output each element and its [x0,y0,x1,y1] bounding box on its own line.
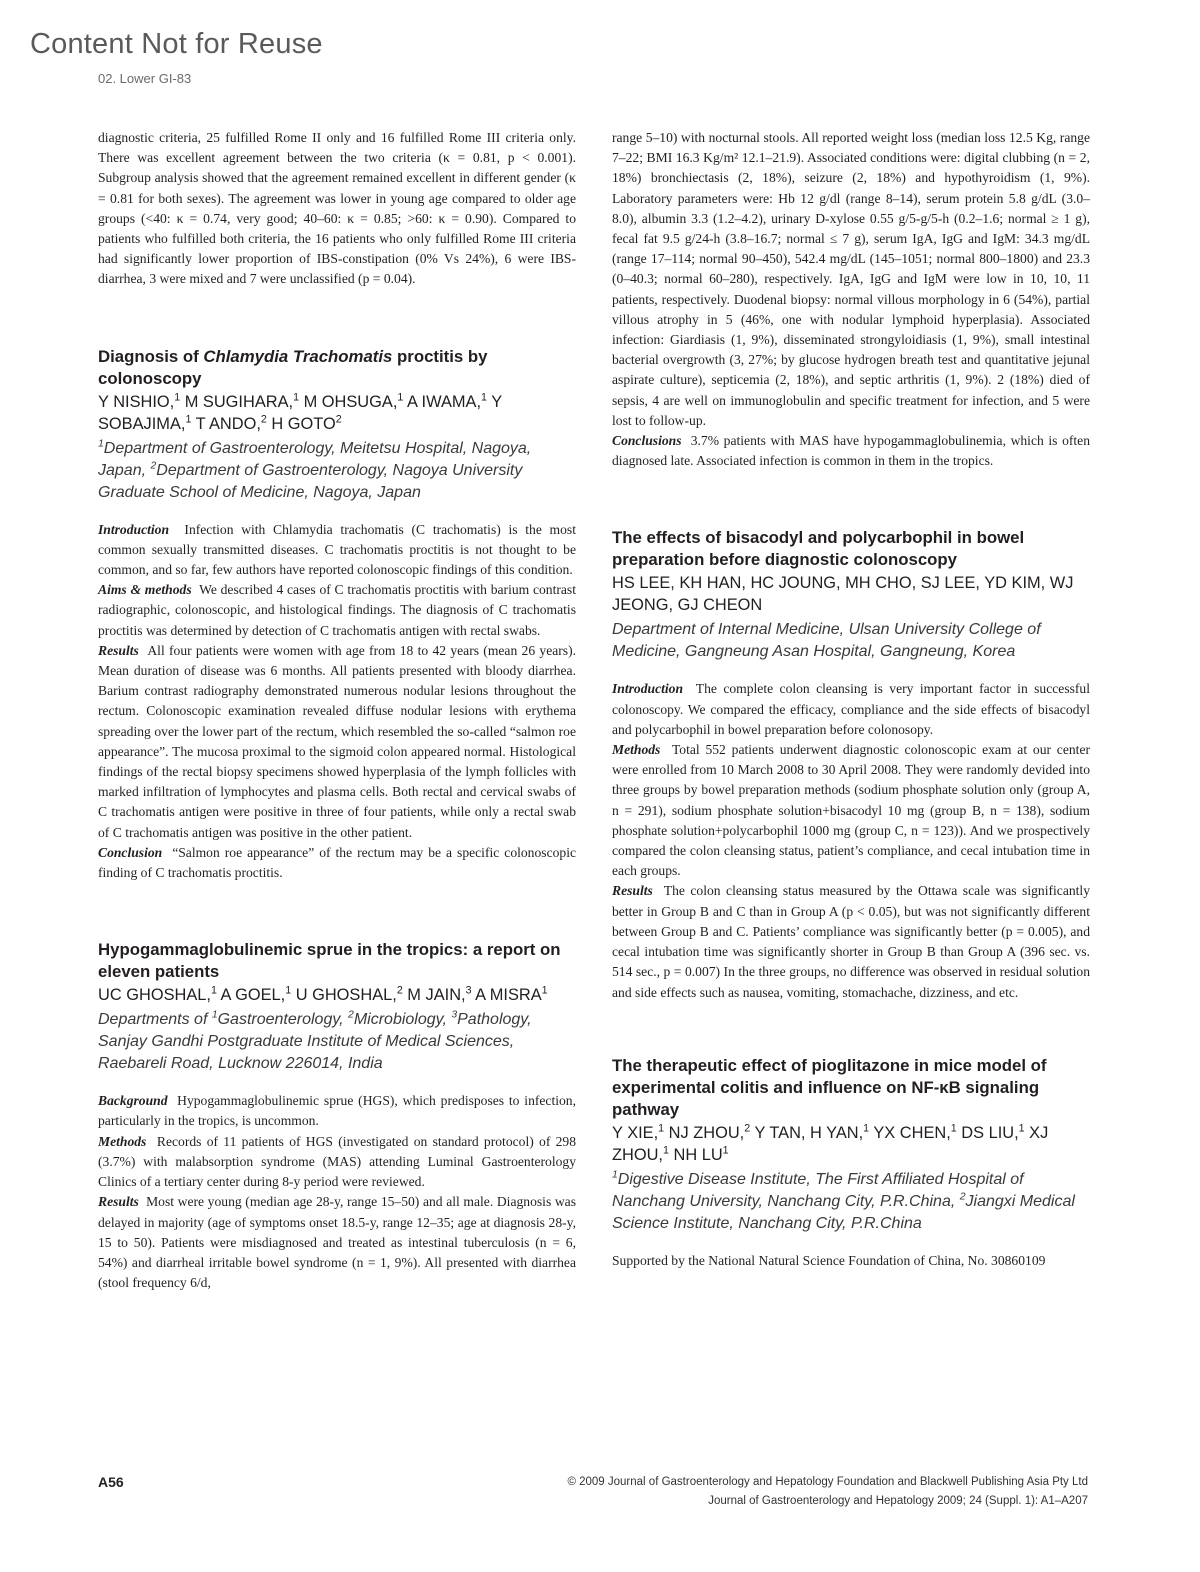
section-label: 02. Lower GI-83 [98,71,192,86]
author-name: A MISRA [471,986,542,1005]
affiliation-marker: 1 [722,1144,729,1157]
affiliation-list [98,1009,576,1075]
abstract-paragraph [98,520,576,581]
abstract-paragraph [98,580,576,641]
author-list [612,1122,1090,1166]
abstract-paragraph: Conclusions 3.7% patients with MAS have hypogammaglobulinemia, which is often diagnosed late. Associated infection is common in them in the tropics. [612,433,1090,469]
affiliation-marker: 2 [348,1009,354,1021]
paragraph-lead: Results [98,1194,139,1210]
page-number: A56 [98,1474,124,1490]
copyright-line: © 2009 Journal of Gastroenterology and Hepatology Foundation and Blackwell Publishing Asia Pty Ltd [567,1476,1088,1488]
journal-citation: Journal of Gastroenterology and Hepatology 2009; 24 (Suppl. 1): A1–A207 [708,1495,1088,1507]
abstract-title: Hypogammaglobulinemic sprue in the tropics: a report on eleven patients [98,940,561,982]
author-name: M SUGIHARA, [180,392,294,411]
abstract-pioglitazone [612,1055,1090,1271]
paragraph-text: “Salmon roe appearance” of the rectum may be a specific colonoscopic finding of C trachomatis proctitis. [98,844,577,881]
affiliation-marker: 1 [663,1144,669,1157]
affiliation-text: Departments of [98,1011,212,1029]
author-name: Y TAN, H YAN, [750,1123,864,1142]
author-name: M OHSUGA, [299,392,398,411]
left-column [98,128,576,1293]
affiliation-text: Department of Gastroenterology, Meitetsu Hospital, Nagoya, Japan, [98,439,532,479]
affiliation-text: Gastroenterology, [217,1011,349,1029]
abstract-paragraph [98,843,576,883]
abstract-paragraph [98,1132,576,1193]
affiliation-text: Department of Gastroenterology, Nagoya University Graduate School of Medicine, Nagoya, Japan [98,461,523,501]
abstract-title: Diagnosis of Chlamydia Trachomatis proctitis by colonoscopy [98,346,488,388]
author-name: DS LIU, [956,1123,1019,1142]
affiliation-marker: 1 [658,1122,665,1135]
author-list [98,391,576,435]
affiliation-marker: 2 [260,413,267,426]
affiliation-marker: 1 [174,391,181,404]
paragraph-lead: Methods [612,742,661,758]
affiliation-marker: 1 [863,1122,870,1135]
affiliation-marker: 1 [98,438,104,450]
author-name: UC GHOSHAL, [98,986,211,1005]
author-name: NH LU [668,1145,723,1164]
paragraph-lead: Conclusions [612,433,682,449]
affiliation-marker: 2 [150,460,157,472]
affiliation-marker: 1 [285,984,292,997]
affiliation-marker: 2 [335,413,342,426]
author-list [612,572,1090,616]
affiliation-marker: 1 [210,984,217,997]
affiliation-text: Department of Internal Medicine, Ulsan University College of Medicine, Gangneung Asan Hospital, Gangneung, Korea [612,621,1041,661]
author-name: A GOEL, [216,986,286,1005]
author-name: T ANDO, [191,414,261,433]
affiliation-list [98,438,576,504]
affiliation-marker: 1 [612,1169,618,1181]
affiliation-list [612,1169,1090,1235]
affiliation-marker: 1 [397,391,404,404]
author-name: M JAIN, [402,986,466,1005]
author-name: HS LEE, KH HAN, HC JOUNG, MH CHO, SJ LEE, YD KIM, WJ JEONG, GJ CHEON [612,574,1074,615]
author-name: XJ ZHOU, [612,1123,1049,1164]
paragraph-lead: Results [612,883,653,899]
abstract-body [612,679,1090,1002]
abstract-body [98,520,576,884]
affiliation-text: Digestive Disease Institute, The First Affiliated Hospital of Nanchang University, Nanchang City, P.R.China, [612,1170,1024,1210]
affiliation-marker: 1 [211,1009,218,1021]
affiliation-marker: 2 [396,984,403,997]
affiliation-marker: 1 [1018,1122,1025,1135]
paragraph-text: Total 552 patients underwent diagnostic colonoscopic exam at our center were enrolled from 10 March 2008 to 30 April 2008. They were randomly devided into three groups by bowel preparation methods (sodium phosphate solution only (group A, n = 291), sodium phosphate solution+bisacodyl 10 mg (group B, n = 138), sodium phosphate solution+polycarbophil 1000 mg (group C, n = 123)). And we prospectively compared the colon cleansing status, patient’s compliance, and cecal intubation time in each groups. [612,742,1091,879]
right-column [612,128,1090,1271]
abstract-body [98,1091,576,1293]
abstract-paragraph [98,641,576,843]
affiliation-marker: 3 [451,1009,458,1021]
paragraph-text: The colon cleansing status measured by the Ottawa scale was significantly better in Group B and C than in Group A (p < 0.05), but was not significantly different between Group B and C. Patients’ compliance was significantly better (p = 0.005), and cecal intubation time was significantly shorter in Group B than Group A (396 sec. vs. 514 sec., p = 0.007) In the three groups, no difference was observed in residual solution and side effects such as nausea, vomiting, stomachache, dizziness, and etc. [612,883,1090,1000]
abstract-paragraph [98,1192,576,1293]
paragraph-text: The complete colon cleansing is very important factor in successful colonoscopy. We compared the efficacy, compliance and the side effects of bisacodyl and polycarbophil in bowel preparation before colonosopy. [612,681,1090,737]
abstract-paragraph [98,1091,576,1131]
paragraph-text: Infection with Chlamydia trachomatis (C trachomatis) is the most common sexually transmitted diseases. C trachomatis proctitis is not thought to be common, and so far, few authors have reported colonoscopic findings of this condition. [98,521,576,578]
abstract-hypogammaglobulinemic-sprue [98,939,576,1293]
author-name: Y SOBAJIMA, [98,392,502,433]
affiliation-marker: 1 [293,391,300,404]
author-name: H GOTO [266,414,336,433]
paragraph-lead: Conclusion [98,844,163,860]
paragraph-lead: Introduction [612,681,684,697]
author-name: YX CHEN, [869,1123,951,1142]
affiliation-marker: 2 [744,1122,751,1135]
affiliation-marker: 1 [950,1122,957,1135]
paragraph-lead: Results [98,642,139,658]
abstract-title: The effects of bisacodyl and polycarbophil in bowel preparation before diagnostic colonoscopy [612,528,1025,570]
abstract-paragraph [612,679,1090,740]
abstract-chlamydia [98,346,576,884]
affiliation-marker: 1 [481,391,487,404]
paragraph-lead: Background [98,1093,168,1109]
funding-note: Supported by the National Natural Science Foundation of China, No. 30860109 [612,1252,1046,1268]
watermark-title: Content Not for Reuse [30,28,323,60]
paragraph-text: We described 4 cases of C trachomatis proctitis with barium contrast radiographic, colonoscopic, and histological findings. The diagnosis of C trachomatis proctitis was determined by detection of C trachomatis antigen with rectal swabs. [98,582,576,638]
continuation-text: diagnostic criteria, 25 fulfilled Rome II only and 16 fulfilled Rome III criteria only. There was excellent agreement between the two criteria (κ = 0.81, p < 0.001). Subgroup analysis showed that the agreement remained excellent in different gender (κ = 0.81 for both sexes). The agreement was lower in young age compared to older age groups (<40: κ = 0.74, very good; 40–60: κ = 0.85; >60: κ = 0.90). Compared to patients who fulfilled both criteria, the 16 patients who only fulfilled Rome III criteria had significantly lower proportion of IBS-constipation (0% Vs 24%), 6 were IBS-diarrhea, 3 were mixed and 7 were unclassified (p = 0.04). [98,130,576,287]
author-name: A IWAMA, [403,392,482,411]
abstract-paragraph [612,881,1090,1002]
affiliation-marker: 1 [185,413,192,426]
author-name: NJ ZHOU, [664,1123,745,1142]
affiliation-text: Pathology, Sanjay Gandhi Postgraduate Institute of Medical Sciences, Raebareli Road, Lucknow 226014, India [98,1011,532,1073]
paragraph-lead: Aims & methods [98,582,192,598]
paragraph-lead: Methods [98,1133,147,1149]
paragraph-text: All four patients were women with age from 18 to 42 years (mean 26 years). Mean duration of disease was 6 months. All patients presented with bloody diarrhea. Barium contrast radiography demonstrated numerous nodular lesions throughout the rectum. Colonoscopic examination revealed diffuse nodular lesions with erythema spreading over the lower part of the rectum, which resembled the so-called “salmon roe appearance”. The mucosa proximal to the sigmoid colon appeared normal. Histological findings of the rectal biopsy specimens showed hyperplasia of the lymph follicles with marked infiltration of lymphocytes and plasma cells. Both rectal and cervical swabs of C trachomatis antigen were positive in three of four patients, while only a rectal swab of C trachomatis antigen was positive in the other patient. [98,642,577,840]
affiliation-list [612,619,1090,663]
author-list [98,984,576,1006]
paragraph-text: Hypogammaglobulinemic sprue (HGS), which predisposes to infection, particularly in the tropics, is uncommon. [98,1093,577,1129]
continuation-block [612,128,1090,471]
paragraph-lead: Introduction [98,521,170,537]
paragraph-text: Most were young (median age 28-y, range 15–50) and all male. Diagnosis was delayed in majority (age of symptoms onset 18.5-y, range 12–35; age at diagnosis 28-y, 15 to 50). Patients were misdiagnosed and treated as intestinal tuberculosis (n = 6, 54%) and diarrheal irritable bowel syndrome (n = 1, 9%). All presented with diarrhea (stool frequency 6/d, [98,1194,577,1291]
continuation-text: range 5–10) with nocturnal stools. All reported weight loss (median loss 12.5 Kg, range 7–22; BMI 16.3 Kg/m² 12.1–21.9). Associated conditions were: digital clubbing (n = 2, 18%) bronchiectasis (2, 18%), seizure (2, 18%) and hypothyroidism (1, 9%). Laboratory parameters were: Hb 12 g/dl (range 8–14), serum protein 5.8 g/dL (3.0–8.0), albumin 3.3 (1.2–4.2), urinary D-xylose 0.55 g/5-g/5-h (0.2–1.6; normal ≥ 1 g), fecal fat 9.5 g/24-h (3.8–16.7; normal ≤ 7 g), serum IgA, IgG and IgM: 34.3 mg/dL (range 17–114; normal 90–450), 542.4 mg/dL (145–1051; normal 800–1800) and 23.3 (0–40.3; normal 60–280), respectively. IgA, IgG and IgM were low in 10, 10, 11 patients, respectively. Duodenal biopsy: normal villous morphology in 6 (54%), partial villous atrophy in 5 (46%, one with nodular lymphoid hyperplasia). Associated infection: Giardiasis (1, 9%), disseminated strongyloidiasis (1, 9%), small intestinal bacterial overgrowth (3, 27%; by glucose hydrogen breath test and quantitative jejunal aspirate culture), septicemia (2, 18%), and septic arthritis (1, 9%). 2 (18%) died of sepsis, 4 are well on immunoglobulin and specific treatment for infection, and 5 were lost to follow-up. [612,130,1090,428]
affiliation-text: Microbiology, [353,1011,452,1029]
abstract-title: The therapeutic effect of pioglitazone in mice model of experimental colitis and influence on NF-κB signaling pathway [612,1055,1047,1119]
author-name: Y NISHIO, [98,392,175,411]
affiliation-marker: 3 [465,984,472,997]
affiliation-marker: 1 [541,984,548,997]
author-name: Y XIE, [612,1123,659,1142]
paragraph-text: Records of 11 patients of HGS (investigated on standard protocol) of 298 (3.7%) with malabsorption syndrome (MAS) attending Luminal Gastroenterology Clinics of a tertiary center during 8-y period were reviewed. [98,1133,577,1190]
abstract-paragraph [612,740,1090,881]
author-name: U GHOSHAL, [291,986,397,1005]
affiliation-text: Jiangxi Medical Science Institute, Nanchang City, P.R.China [612,1192,1075,1232]
abstract-bisacodyl [612,527,1090,1002]
affiliation-marker: 2 [959,1191,966,1203]
